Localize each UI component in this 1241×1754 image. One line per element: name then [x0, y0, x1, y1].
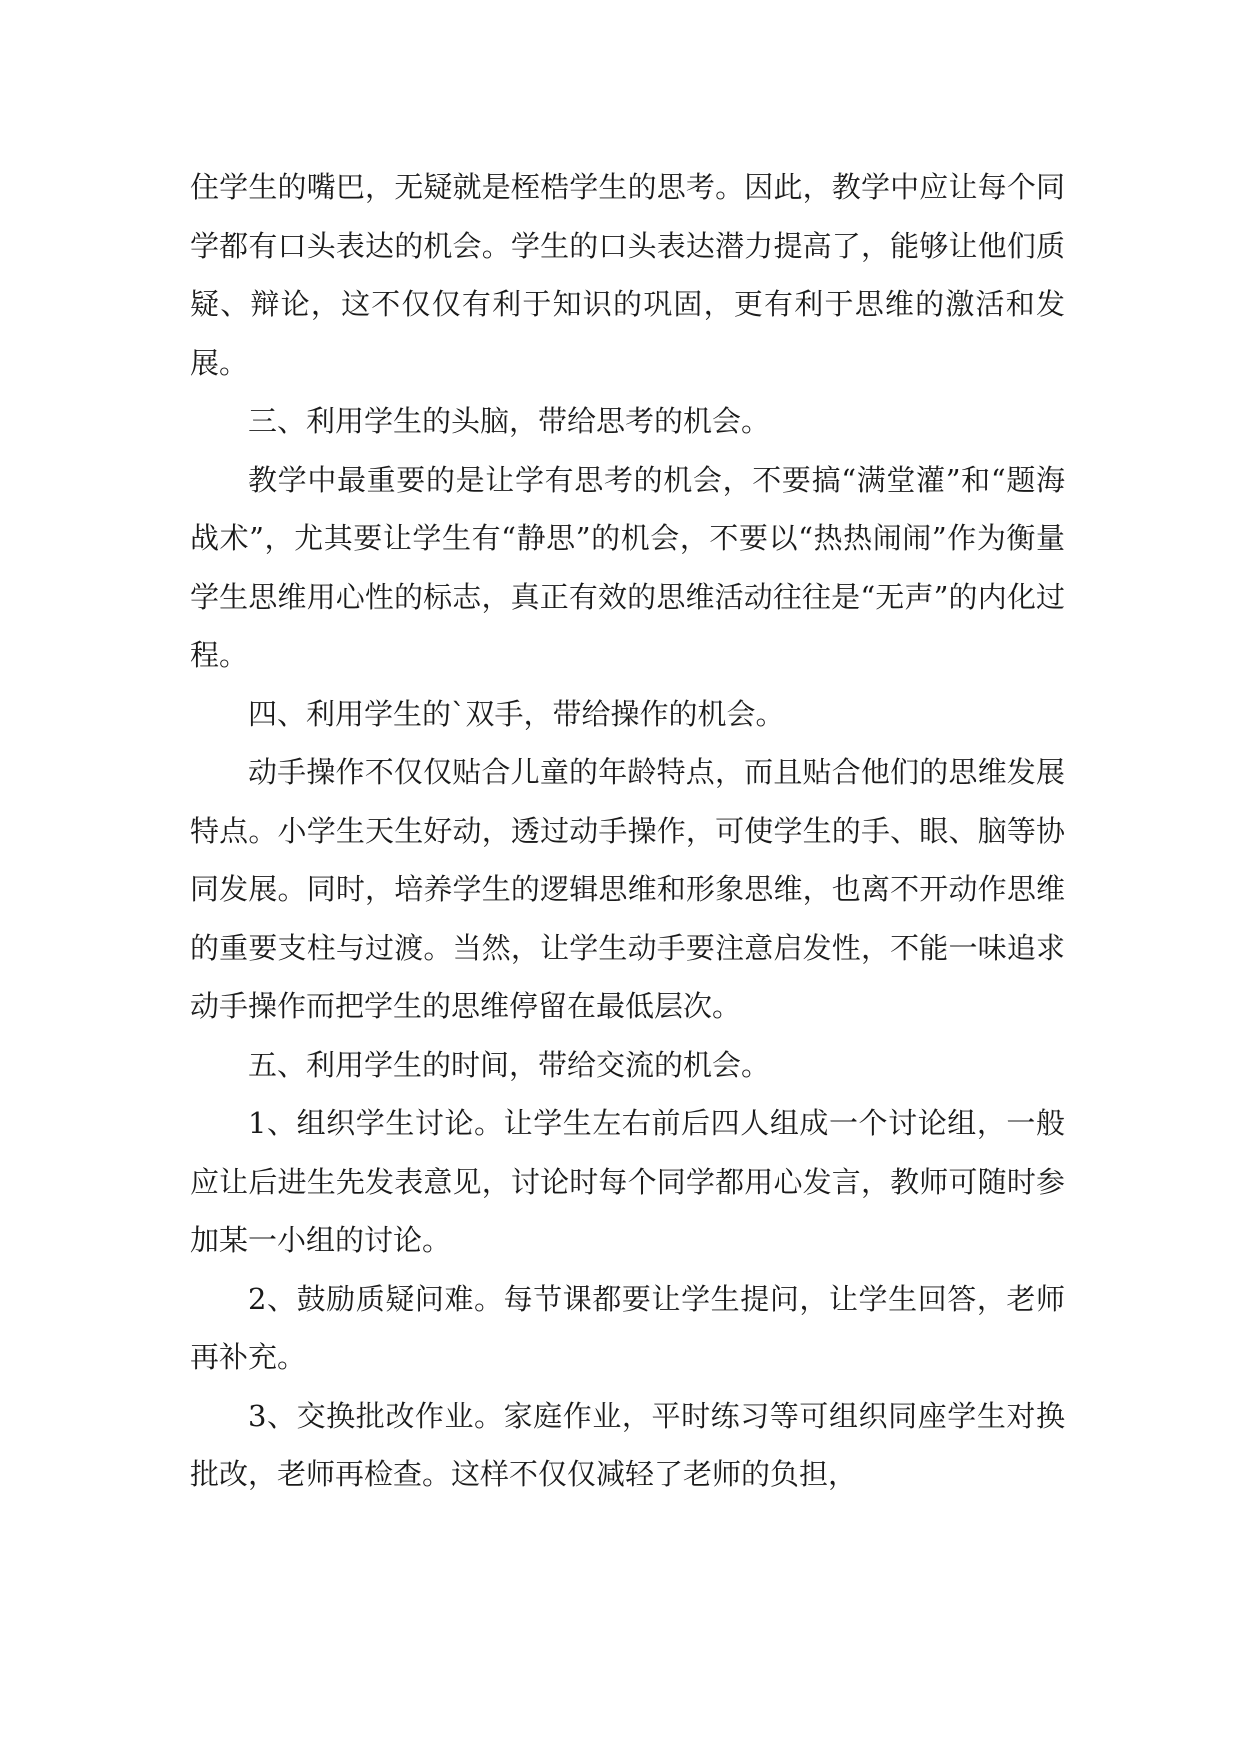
section-heading-three: 三、利用学生的头脑，带给思考的机会。	[248, 404, 771, 438]
list-item-homework: 3、交换批改作业。家庭作业，平时练习等可组织同座学生对换批改，老师再检查。这样不仅仅减轻了老师的负担，	[190, 1398, 1065, 1491]
list-item-discussion: 1、组织学生讨论。让学生左右前后四人组成一个讨论组，一般应让后进生先发表意见，讨论时每个同学都用心发言，教师可随时参加某一小组的讨论。	[190, 1106, 1065, 1257]
list-item-questions: 2、鼓励质疑问难。每节课都要让学生提问，让学生回答，老师再补充。	[190, 1281, 1065, 1374]
section-heading-four: 四、利用学生的`双手，带给操作的机会。	[248, 696, 785, 731]
paragraph-thinking: 教学中最重要的是让学有思考的机会，不要搞“满堂灌”和“题海战术”，尤其要让学生有“静思”的机会，不要以“热热闹闹”作为衡量学生思维用心性的标志，真正有效的思维活动往往是“无声”的内化过程。	[190, 462, 1065, 672]
section-heading-five: 五、利用学生的时间，带给交流的机会。	[248, 1047, 771, 1082]
document-body	[190, 158, 1065, 1504]
paragraph-continuation: 住学生的嘴巴，无疑就是桎梏学生的思考。因此，教学中应让每个同学都有口头表达的机会。学生的口头表达潜力提高了，能够让他们质疑、辩论，这不仅仅有利于知识的巩固，更有利于思维的激活和发展。	[190, 170, 1065, 380]
paragraph-hands-on: 动手操作不仅仅贴合儿童的年龄特点，而且贴合他们的思维发展特点。小学生天生好动，透过动手操作，可使学生的手、眼、脑等协同发展。同时，培养学生的逻辑思维和形象思维，也离不开动作思维的重要支柱与过渡。当然，让学生动手要注意启发性，不能一味追求动手操作而把学生的思维停留在最低层次。	[190, 755, 1065, 1023]
